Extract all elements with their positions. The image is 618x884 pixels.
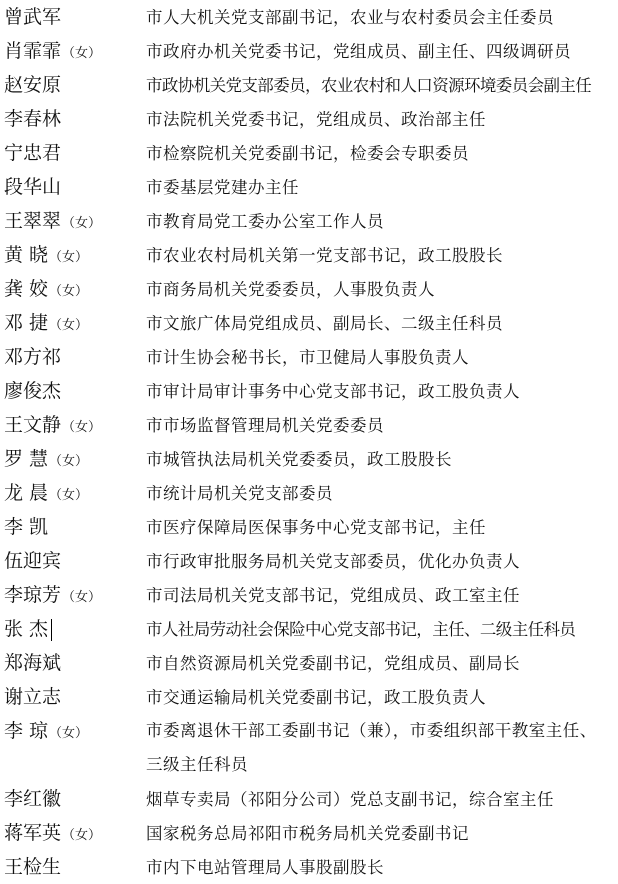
member-gender: （女）	[49, 454, 89, 469]
list-item	[0, 272, 618, 306]
member-gender: （女）	[49, 284, 89, 299]
member-gender: （女）	[62, 420, 102, 435]
member-role: 市司法局机关党支部书记，党组成员、政工室主任	[146, 586, 520, 605]
member-role: 市交通运输局机关党委副书记，政工股负责人	[146, 688, 486, 707]
member-name: 宁忠君	[4, 142, 62, 164]
member-name: 李琼芳	[4, 584, 62, 606]
list-item	[0, 816, 618, 850]
member-role: 市教育局党工委办公室工作人员	[146, 212, 384, 231]
list-item	[0, 714, 618, 782]
member-name: 李 琼	[4, 720, 49, 742]
member-role: 市行政审批服务局机关党支部委员，优化办负责人	[146, 552, 520, 571]
list-item	[0, 374, 618, 408]
member-role: 市政府办机关党委书记，党组成员、副主任、四级调研员	[146, 42, 571, 61]
member-role: 市计生协会秘书长，市卫健局人事股负责人	[146, 348, 469, 367]
member-name: 李 凯	[4, 516, 49, 538]
list-item	[0, 510, 618, 544]
member-role: 市农业农村局机关第一党支部书记，政工股股长	[146, 246, 503, 265]
member-role: 市内下电站管理局人事股副股长	[146, 858, 384, 877]
member-role: 市委离退休干部工委副书记（兼），市委组织部干教室主任、三级主任科员	[146, 721, 597, 774]
member-role: 市统计局机关党支部委员	[146, 484, 333, 503]
member-name: 段华山	[4, 176, 62, 198]
list-item	[0, 34, 618, 68]
list-item	[0, 68, 618, 102]
member-name: 王翠翠	[4, 210, 62, 232]
member-role: 市人社局劳动社会保险中心党支部书记，主任、二级主任科员	[146, 620, 576, 639]
member-gender: （女）	[62, 216, 102, 231]
list-item	[0, 306, 618, 340]
list-item	[0, 0, 618, 34]
list-item	[0, 476, 618, 510]
member-gender: （女）	[62, 828, 102, 843]
list-item	[0, 442, 618, 476]
member-name: 张 杰	[4, 618, 49, 640]
member-name: 王检生	[4, 856, 62, 878]
list-item	[0, 340, 618, 374]
member-name: 李春林	[4, 108, 62, 130]
list-item	[0, 136, 618, 170]
member-gender: （女）	[49, 726, 89, 741]
member-name: 黄 晓	[4, 244, 49, 266]
member-role: 国家税务总局祁阳市税务局机关党委副书记	[146, 824, 469, 843]
member-role: 市医疗保障局医保事务中心党支部书记，主任	[146, 518, 486, 537]
member-role: 市人大机关党支部副书记，农业与农村委员会主任委员	[146, 8, 554, 27]
member-gender: （女）	[49, 250, 89, 265]
list-item	[0, 544, 618, 578]
list-item	[0, 408, 618, 442]
member-name: 曾武军	[4, 6, 62, 28]
text-cursor	[51, 619, 52, 641]
member-gender: （女）	[49, 318, 89, 333]
member-role: 市审计局审计事务中心党支部书记，政工股负责人	[146, 382, 520, 401]
list-item	[0, 102, 618, 136]
member-role: 烟草专卖局（祁阳分公司）党总支副书记，综合室主任	[146, 790, 554, 809]
member-role: 市委基层党建办主任	[146, 178, 299, 197]
member-name: 蒋军英	[4, 822, 62, 844]
member-role: 市商务局机关党委委员，人事股负责人	[146, 280, 435, 299]
member-role: 市市场监督管理局机关党委委员	[146, 416, 384, 435]
member-role: 市城管执法局机关党委委员，政工股股长	[146, 450, 452, 469]
member-name: 谢立志	[4, 686, 62, 708]
member-name: 肖霏霏	[4, 40, 62, 62]
member-role: 市自然资源局机关党委副书记，党组成员、副局长	[146, 654, 520, 673]
member-role: 市检察院机关党委副书记，检委会专职委员	[146, 144, 469, 163]
member-gender: （女）	[62, 46, 102, 61]
member-role: 市法院机关党委书记，党组成员、政治部主任	[146, 110, 486, 129]
list-item	[0, 612, 618, 646]
member-name: 郑海斌	[4, 652, 62, 674]
member-name: 邓方祁	[4, 346, 62, 368]
list-item	[0, 578, 618, 612]
list-item	[0, 782, 618, 816]
list-item	[0, 680, 618, 714]
member-name: 王文静	[4, 414, 62, 436]
member-gender: （女）	[49, 488, 89, 503]
member-name: 罗 慧	[4, 448, 49, 470]
member-gender: （女）	[62, 590, 102, 605]
list-item	[0, 646, 618, 680]
list-item	[0, 850, 618, 884]
list-item	[0, 170, 618, 204]
member-role: 市政协机关党支部委员，农业农村和人口资源环境委员会副主任	[146, 76, 592, 95]
member-name: 赵安原	[4, 74, 62, 96]
member-name: 邓 捷	[4, 312, 49, 334]
list-item	[0, 238, 618, 272]
member-role: 市文旅广体局党组成员、副局长、二级主任科员	[146, 314, 503, 333]
member-name: 李红徽	[4, 788, 62, 810]
list-item	[0, 204, 618, 238]
member-name: 伍迎宾	[4, 550, 62, 572]
member-name: 龚 姣	[4, 278, 49, 300]
member-name: 龙 晨	[4, 482, 49, 504]
member-name: 廖俊杰	[4, 380, 62, 402]
